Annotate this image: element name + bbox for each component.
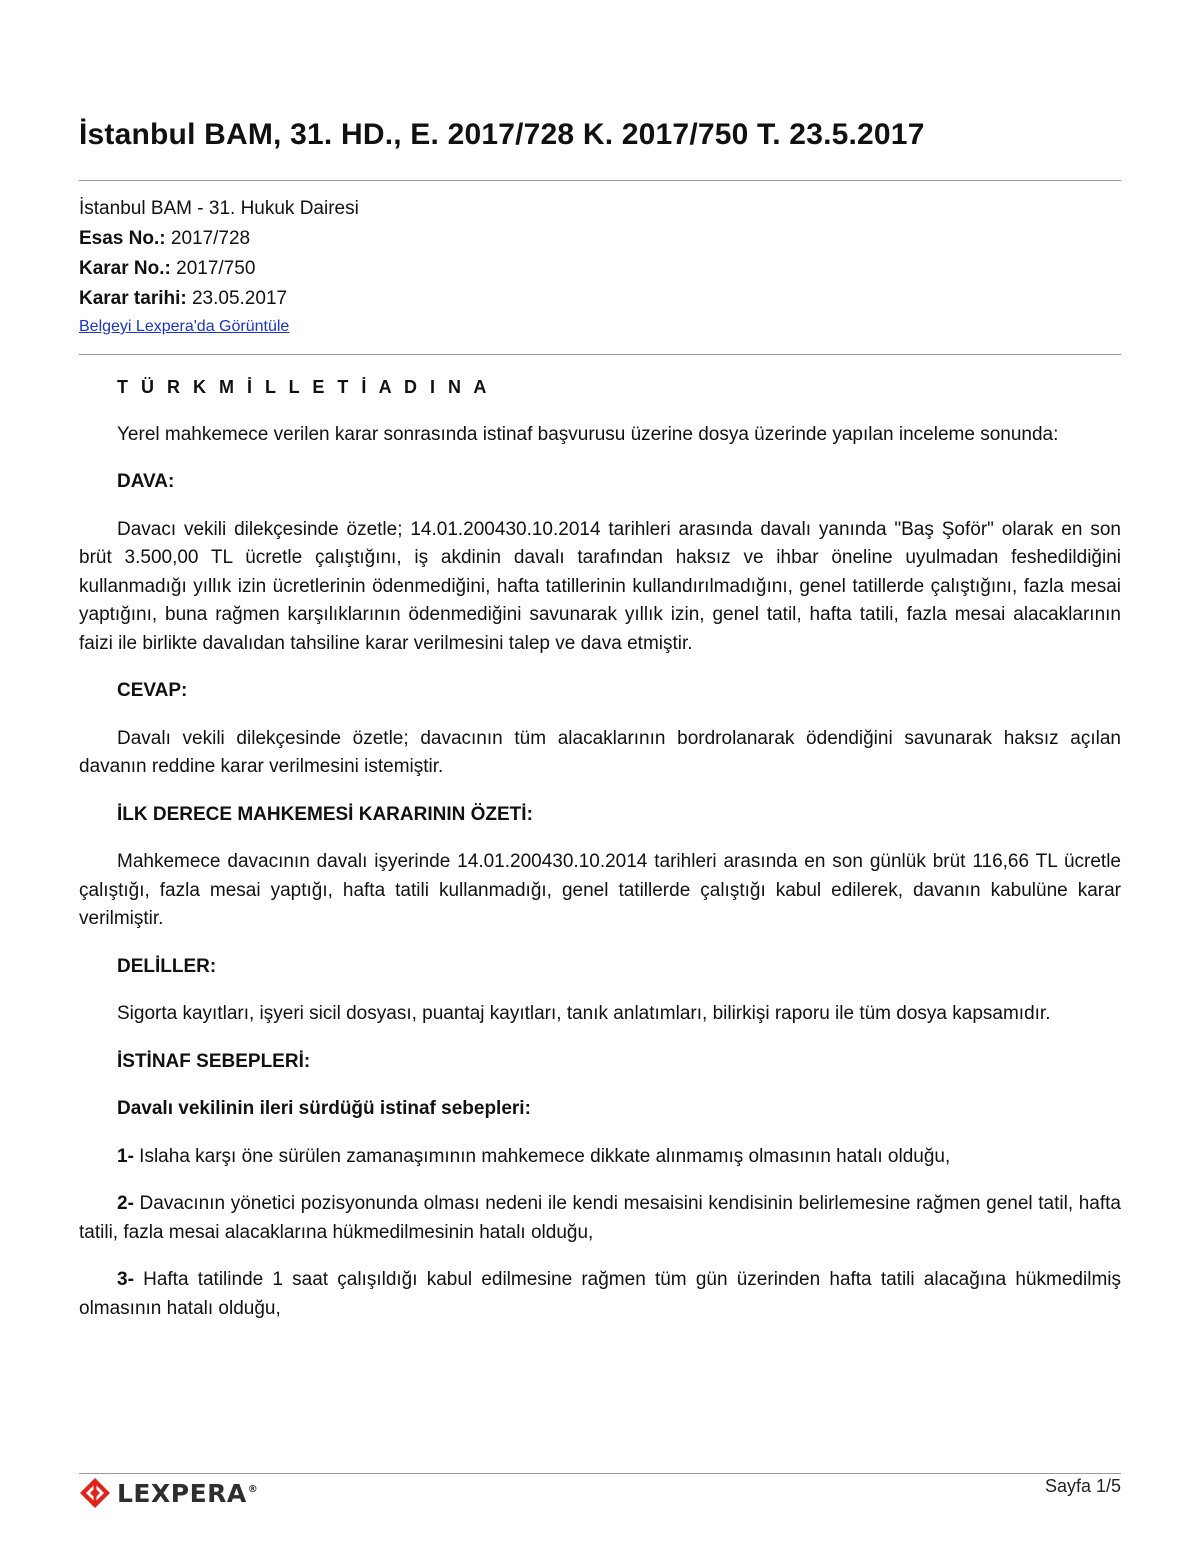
item-number: 1-: [117, 1145, 134, 1167]
ilk-derece-paragraph: Mahkemece davacının davalı işyerinde 14.01.200430.10.2014 tarihleri arasında en son günlük brüt 116,66 TL ücretle çalıştığı, fazla mesai yaptığı, hafta tatili kullanmadığı, genel tatillerde çalıştığı kabul edilerek, davanın kabulüne karar verilmiştir.: [79, 851, 1121, 929]
karar-tarihi-label: Karar tarihi:: [79, 288, 187, 309]
karar-no-label: Karar No.:: [79, 258, 171, 279]
item-text: Hafta tatilinde 1 saat çalışıldığı kabul edilmesine rağmen tüm gün üzerinden hafta tatili alacağına hükmedilmiş olmasının hatalı olduğu,: [79, 1269, 1121, 1319]
istinaf-item: [79, 1190, 1121, 1247]
istinaf-subheading: Davalı vekilinin ileri sürdüğü istinaf sebepleri:: [117, 1098, 531, 1119]
meta-divider: [79, 354, 1121, 355]
esas-no-label: Esas No.:: [79, 228, 166, 249]
view-in-lexpera-link[interactable]: Belgeyi Lexpera'da Görüntüle: [79, 318, 290, 335]
esas-no-value: 2017/728: [170, 228, 251, 249]
document-metadata: [79, 194, 359, 339]
dava-heading: DAVA:: [117, 471, 175, 492]
deliller-heading: DELİLLER:: [117, 955, 217, 977]
deliller-paragraph: Sigorta kayıtları, işyeri sicil dosyası, puantaj kayıtları, tanık anlatımları, bilirkişi raporu ile tüm dosya kapsamıdır.: [117, 1003, 1051, 1024]
banner-heading: T Ü R K M İ L L E T İ A D I N A: [117, 377, 491, 397]
logo-wordmark: [117, 1479, 258, 1508]
istinaf-item: [79, 1266, 1121, 1323]
istinaf-item: [79, 1143, 1121, 1172]
karar-no-row: [79, 254, 359, 284]
intro-paragraph: Yerel mahkemece verilen karar sonrasında istinaf başvurusu üzerine dosya üzerinde yapılan inceleme sonunda:: [117, 423, 1059, 445]
item-number: 2-: [117, 1193, 134, 1214]
document-title: İstanbul BAM, 31. HD., E. 2017/728 K. 2017/750 T. 23.5.2017: [79, 118, 925, 151]
item-text: Islaha karşı öne sürülen zamanaşımının mahkemece dikkate alınmamış olmasının hatalı olduğu,: [133, 1145, 951, 1167]
lexpera-mark-icon: [79, 1477, 111, 1509]
karar-no-value: 2017/750: [176, 258, 256, 279]
document-body: [79, 373, 1121, 1342]
logo-text: LEXPERA: [117, 1478, 247, 1508]
dava-paragraph: Davacı vekili dilekçesinde özetle; 14.01.200430.10.2014 tarihleri arasında davalı yanında "Baş Şoför" olarak en son brüt 3.500,00 TL ücretle çalıştığını, iş akdinin davalı tarafından haksız ve ihbar öneline uyulmadan feshedildiğini kullanmadığı yıllık izin ücretlerinin ödenmediğini, hafta tatillerinin kullandırılmadığını, genel tatillerde çalıştığını, fazla mesai yaptığını, buna rağmen karşılıklarının ödenmediğini savunarak yıllık izin, genel tatil, hafta tatili, fazla mesai alacaklarının faizi ile birlikte davalıdan tahsiline karar verilmesini talep ve dava etmiştir.: [79, 518, 1121, 654]
ilk-derece-heading: İLK DERECE MAHKEMESİ KARARININ ÖZETİ:: [117, 803, 533, 825]
item-number: 3-: [117, 1269, 134, 1290]
page-number: Sayfa 1/5: [1044, 1476, 1121, 1496]
lexpera-logo: [79, 1476, 258, 1510]
karar-tarihi-value: 23.05.2017: [191, 288, 288, 309]
istinaf-heading: İSTİNAF SEBEPLERİ:: [117, 1050, 311, 1072]
item-text: Davacının yönetici pozisyonunda olması nedeni ile kendi mesaisini kendisinin belirlemesine rağmen genel tatil, hafta tatili, fazla mesai alacaklarına hükmedilmesinin hatalı olduğu,: [79, 1193, 1121, 1243]
footer-divider: [79, 1473, 1121, 1474]
title-divider: [79, 180, 1121, 181]
esas-no-row: [79, 224, 359, 254]
karar-tarihi-row: [79, 284, 359, 314]
court-name: İstanbul BAM - 31. Hukuk Dairesi: [79, 198, 359, 219]
logo-registered-mark: ®: [247, 1484, 259, 1496]
view-link-row: [79, 314, 359, 339]
cevap-heading: CEVAP:: [117, 680, 188, 701]
cevap-paragraph: Davalı vekili dilekçesinde özetle; davacının tüm alacaklarının bordrolanarak ödendiğini savunarak haksız açılan davanın reddine karar verilmesini istemiştir.: [79, 727, 1121, 777]
